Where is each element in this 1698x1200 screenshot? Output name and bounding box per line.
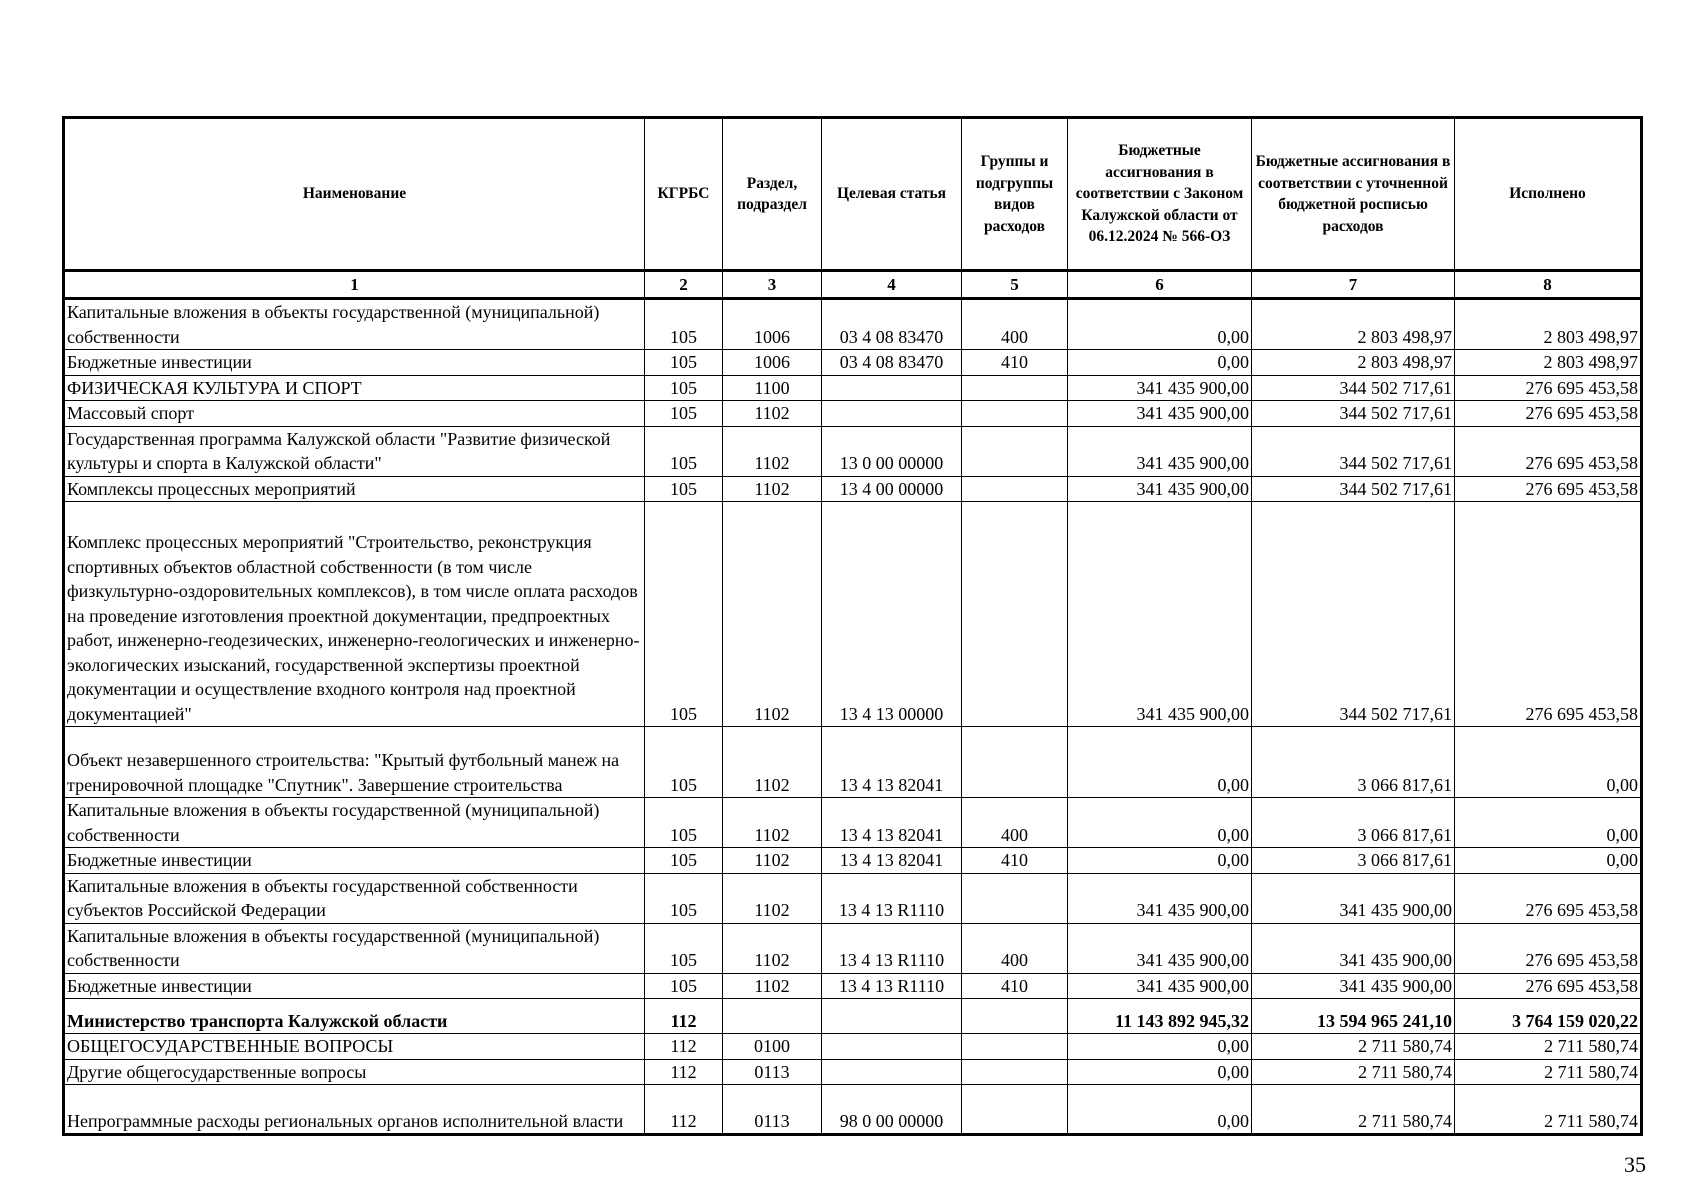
cell-law: 0,00	[1068, 350, 1252, 376]
cell-group	[962, 1034, 1068, 1060]
cell-kgrbs: 105	[645, 401, 723, 427]
column-number: 7	[1252, 271, 1455, 299]
cell-law: 0,00	[1068, 1034, 1252, 1060]
table-row	[64, 375, 1642, 401]
cell-name: Государственная программа Калужской области "Развитие физической культуры и спорта в Калужской области"	[64, 426, 645, 476]
table-row	[64, 401, 1642, 427]
cell-name: Капитальные вложения в объекты государственной (муниципальной) собственности	[64, 798, 645, 848]
header-executed: Исполнено	[1455, 118, 1642, 271]
cell-law: 0,00	[1068, 798, 1252, 848]
cell-group	[962, 727, 1068, 798]
cell-kgrbs: 112	[645, 1059, 723, 1085]
cell-razdel: 1102	[723, 476, 822, 502]
cell-name: ОБЩЕГОСУДАРСТВЕННЫЕ ВОПРОСЫ	[64, 1034, 645, 1060]
column-number: 5	[962, 271, 1068, 299]
cell-executed: 276 695 453,58	[1455, 973, 1642, 999]
header-refined: Бюджетные ассигнования в соответствии с уточненной бюджетной росписью расходов	[1252, 118, 1455, 271]
cell-name: Другие общегосударственные вопросы	[64, 1059, 645, 1085]
cell-group	[962, 1085, 1068, 1135]
budget-table	[62, 116, 1643, 1136]
cell-kgrbs: 105	[645, 727, 723, 798]
cell-target	[822, 401, 962, 427]
cell-target: 13 4 13 82041	[822, 848, 962, 874]
cell-kgrbs: 105	[645, 375, 723, 401]
cell-executed: 0,00	[1455, 848, 1642, 874]
cell-name: Бюджетные инвестиции	[64, 350, 645, 376]
cell-target: 13 0 00 00000	[822, 426, 962, 476]
column-number: 2	[645, 271, 723, 299]
cell-razdel: 1006	[723, 299, 822, 350]
cell-executed: 2 711 580,74	[1455, 1034, 1642, 1060]
cell-razdel: 1102	[723, 798, 822, 848]
cell-kgrbs: 112	[645, 999, 723, 1034]
cell-executed: 3 764 159 020,22	[1455, 999, 1642, 1034]
cell-refined: 3 066 817,61	[1252, 727, 1455, 798]
table-row	[64, 426, 1642, 476]
cell-refined: 341 435 900,00	[1252, 923, 1455, 973]
cell-group: 410	[962, 973, 1068, 999]
cell-kgrbs: 105	[645, 476, 723, 502]
cell-group: 400	[962, 299, 1068, 350]
cell-group	[962, 375, 1068, 401]
table-row	[64, 727, 1642, 798]
cell-kgrbs: 105	[645, 502, 723, 727]
cell-kgrbs: 112	[645, 1034, 723, 1060]
cell-executed: 276 695 453,58	[1455, 426, 1642, 476]
cell-group: 400	[962, 923, 1068, 973]
table-row	[64, 1034, 1642, 1060]
cell-refined: 2 711 580,74	[1252, 1085, 1455, 1135]
cell-group	[962, 401, 1068, 427]
table-row	[64, 350, 1642, 376]
header-kgrbs: КГРБС	[645, 118, 723, 271]
cell-name: Непрограммные расходы региональных органов исполнительной власти	[64, 1085, 645, 1135]
column-number: 8	[1455, 271, 1642, 299]
cell-kgrbs: 105	[645, 798, 723, 848]
cell-law: 341 435 900,00	[1068, 476, 1252, 502]
cell-executed: 276 695 453,58	[1455, 873, 1642, 923]
cell-kgrbs: 112	[645, 1085, 723, 1135]
cell-executed: 276 695 453,58	[1455, 375, 1642, 401]
cell-refined: 3 066 817,61	[1252, 848, 1455, 874]
column-number: 6	[1068, 271, 1252, 299]
table-row	[64, 476, 1642, 502]
cell-kgrbs: 105	[645, 873, 723, 923]
cell-kgrbs: 105	[645, 299, 723, 350]
cell-name: Капитальные вложения в объекты государственной (муниципальной) собственности	[64, 299, 645, 350]
cell-kgrbs: 105	[645, 350, 723, 376]
cell-executed: 2 711 580,74	[1455, 1059, 1642, 1085]
table-body	[64, 299, 1642, 1135]
cell-razdel: 0113	[723, 1085, 822, 1135]
cell-refined: 3 066 817,61	[1252, 798, 1455, 848]
cell-law: 341 435 900,00	[1068, 375, 1252, 401]
cell-kgrbs: 105	[645, 923, 723, 973]
cell-group	[962, 502, 1068, 727]
cell-refined: 13 594 965 241,10	[1252, 999, 1455, 1034]
header-law: Бюджетные ассигнования в соответствии с Законом Калужской области от 06.12.2024 № 566-ОЗ	[1068, 118, 1252, 271]
table-row	[64, 299, 1642, 350]
cell-refined: 344 502 717,61	[1252, 502, 1455, 727]
cell-group: 410	[962, 350, 1068, 376]
cell-name: Объект незавершенного строительства: "Крытый футбольный манеж на тренировочной площадке "Спутник". Завершение строительства	[64, 727, 645, 798]
header-razdel: Раздел, подраздел	[723, 118, 822, 271]
table-row	[64, 1059, 1642, 1085]
cell-target	[822, 375, 962, 401]
cell-target	[822, 1034, 962, 1060]
table-row	[64, 923, 1642, 973]
cell-razdel: 1102	[723, 502, 822, 727]
cell-razdel: 1102	[723, 426, 822, 476]
cell-name: Капитальные вложения в объекты государственной собственности субъектов Российской Федерации	[64, 873, 645, 923]
cell-target: 13 4 00 00000	[822, 476, 962, 502]
cell-group: 410	[962, 848, 1068, 874]
cell-name: Капитальные вложения в объекты государственной (муниципальной) собственности	[64, 923, 645, 973]
cell-law: 341 435 900,00	[1068, 426, 1252, 476]
cell-refined: 2 803 498,97	[1252, 299, 1455, 350]
cell-group	[962, 476, 1068, 502]
cell-name: Массовый спорт	[64, 401, 645, 427]
cell-target: 13 4 13 00000	[822, 502, 962, 727]
cell-refined: 344 502 717,61	[1252, 401, 1455, 427]
table-row	[64, 973, 1642, 999]
table-row	[64, 999, 1642, 1034]
cell-target: 13 4 13 R1110	[822, 873, 962, 923]
cell-name: Бюджетные инвестиции	[64, 848, 645, 874]
cell-law: 341 435 900,00	[1068, 873, 1252, 923]
page-number: 35	[1624, 1152, 1646, 1177]
table-row	[64, 798, 1642, 848]
column-number: 3	[723, 271, 822, 299]
cell-law: 0,00	[1068, 848, 1252, 874]
cell-name: Бюджетные инвестиции	[64, 973, 645, 999]
table-row	[64, 502, 1642, 727]
cell-name: Комплекс процессных мероприятий "Строительство, реконструкция спортивных объектов областной собственности (в том числе физкультурно-оздоровительных комплексов), в том числе оплата расходов на проведение изготовления проектной документации, предпроектных работ, инженерно-геодезических, инженерно-геологических и инженерно-экологических изысканий, государственной экспертизы проектной документации и осуществление входного контроля над проектной документацией"	[64, 502, 645, 727]
cell-name: Министерство транспорта Калужской области	[64, 999, 645, 1034]
cell-razdel: 1102	[723, 923, 822, 973]
cell-refined: 344 502 717,61	[1252, 426, 1455, 476]
header-groups: Группы и подгруппы видов расходов	[962, 118, 1068, 271]
cell-razdel: 0113	[723, 1059, 822, 1085]
cell-target	[822, 1059, 962, 1085]
cell-law: 341 435 900,00	[1068, 973, 1252, 999]
cell-razdel	[723, 999, 822, 1034]
cell-razdel: 1102	[723, 401, 822, 427]
cell-group	[962, 426, 1068, 476]
table-row	[64, 848, 1642, 874]
cell-target: 98 0 00 00000	[822, 1085, 962, 1135]
cell-group	[962, 1059, 1068, 1085]
cell-executed: 276 695 453,58	[1455, 476, 1642, 502]
cell-name: ФИЗИЧЕСКАЯ КУЛЬТУРА И СПОРТ	[64, 375, 645, 401]
cell-target: 13 4 13 82041	[822, 727, 962, 798]
cell-law: 0,00	[1068, 1085, 1252, 1135]
cell-law: 341 435 900,00	[1068, 401, 1252, 427]
cell-razdel: 1102	[723, 848, 822, 874]
cell-refined: 341 435 900,00	[1252, 873, 1455, 923]
cell-law: 341 435 900,00	[1068, 923, 1252, 973]
cell-executed: 276 695 453,58	[1455, 401, 1642, 427]
cell-law: 0,00	[1068, 1059, 1252, 1085]
cell-kgrbs: 105	[645, 973, 723, 999]
cell-refined: 341 435 900,00	[1252, 973, 1455, 999]
header-row	[64, 118, 1642, 271]
cell-executed: 0,00	[1455, 798, 1642, 848]
cell-executed: 2 711 580,74	[1455, 1085, 1642, 1135]
cell-refined: 2 711 580,74	[1252, 1034, 1455, 1060]
cell-law: 11 143 892 945,32	[1068, 999, 1252, 1034]
cell-razdel: 0100	[723, 1034, 822, 1060]
cell-razdel: 1100	[723, 375, 822, 401]
cell-target: 13 4 13 R1110	[822, 923, 962, 973]
cell-refined: 2 803 498,97	[1252, 350, 1455, 376]
cell-razdel: 1102	[723, 873, 822, 923]
cell-group	[962, 873, 1068, 923]
cell-law: 0,00	[1068, 299, 1252, 350]
column-number-row	[64, 271, 1642, 299]
cell-executed: 0,00	[1455, 727, 1642, 798]
cell-executed: 2 803 498,97	[1455, 299, 1642, 350]
cell-kgrbs: 105	[645, 848, 723, 874]
cell-target: 03 4 08 83470	[822, 299, 962, 350]
cell-razdel: 1006	[723, 350, 822, 376]
table-row	[64, 873, 1642, 923]
cell-refined: 344 502 717,61	[1252, 476, 1455, 502]
cell-target	[822, 999, 962, 1034]
cell-razdel: 1102	[723, 973, 822, 999]
cell-target: 13 4 13 82041	[822, 798, 962, 848]
cell-executed: 276 695 453,58	[1455, 502, 1642, 727]
cell-target: 03 4 08 83470	[822, 350, 962, 376]
cell-executed: 2 803 498,97	[1455, 350, 1642, 376]
cell-target: 13 4 13 R1110	[822, 973, 962, 999]
cell-name: Комплексы процессных мероприятий	[64, 476, 645, 502]
column-number: 4	[822, 271, 962, 299]
cell-group	[962, 999, 1068, 1034]
table-row	[64, 1085, 1642, 1135]
header-name: Наименование	[64, 118, 645, 271]
cell-refined: 2 711 580,74	[1252, 1059, 1455, 1085]
cell-law: 0,00	[1068, 727, 1252, 798]
column-number: 1	[64, 271, 645, 299]
cell-refined: 344 502 717,61	[1252, 375, 1455, 401]
cell-razdel: 1102	[723, 727, 822, 798]
cell-kgrbs: 105	[645, 426, 723, 476]
header-target: Целевая статья	[822, 118, 962, 271]
cell-law: 341 435 900,00	[1068, 502, 1252, 727]
cell-group: 400	[962, 798, 1068, 848]
cell-executed: 276 695 453,58	[1455, 923, 1642, 973]
